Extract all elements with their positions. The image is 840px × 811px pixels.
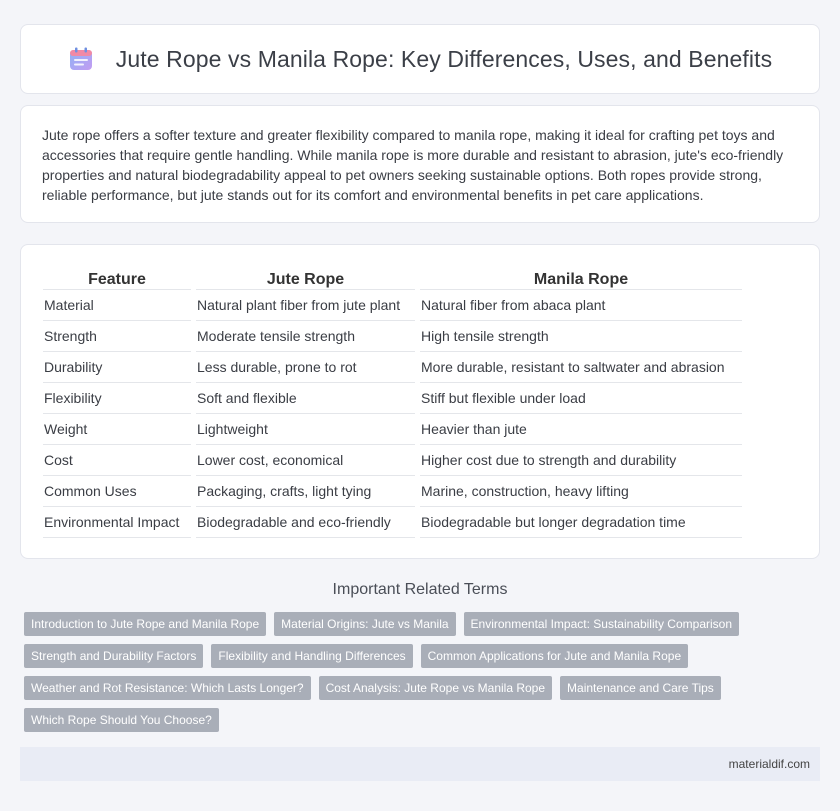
table-row <box>43 445 742 476</box>
related-term-tag[interactable]: Maintenance and Care Tips <box>560 676 721 700</box>
table-cell: More durable, resistant to saltwater and abrasion <box>420 352 742 383</box>
table-cell: Natural fiber from abaca plant <box>420 290 742 321</box>
table-cell: Soft and flexible <box>196 383 415 414</box>
table-cell: Biodegradable and eco-friendly <box>196 507 415 538</box>
related-term-tag[interactable]: Common Applications for Jute and Manila Rope <box>421 644 688 668</box>
comparison-table-card <box>20 244 820 559</box>
table-cell: Environmental Impact <box>43 507 191 538</box>
table-cell: Lightweight <box>196 414 415 445</box>
related-terms-title: Important Related Terms <box>332 581 508 598</box>
footer <box>20 747 820 781</box>
related-term-tag[interactable]: Environmental Impact: Sustainability Comparison <box>464 612 739 636</box>
header-feature: Feature <box>43 268 191 290</box>
related-term-tag[interactable]: Strength and Durability Factors <box>24 644 203 668</box>
table-row <box>43 352 742 383</box>
table-row <box>43 414 742 445</box>
intro-paragraph: Jute rope offers a softer texture and greater flexibility compared to manila rope, making it ideal for crafting pet toys and accessories that require gentle handling. While manila rope is more durable and resistant to abrasion, jute's eco-friendly properties and natural biodegradability appeal to pet owners seeking sustainable options. Both ropes provide strong, reliable performance, but jute stands out for its comfort and environmental benefits in pet care applications. <box>42 127 784 203</box>
table-row <box>43 476 742 507</box>
intro-card <box>20 105 820 223</box>
page-title: Jute Rope vs Manila Rope: Key Differences, Uses, and Benefits <box>115 45 773 72</box>
table-cell: Stiff but flexible under load <box>420 383 742 414</box>
table-cell: Heavier than jute <box>420 414 742 445</box>
related-term-tag[interactable]: Cost Analysis: Jute Rope vs Manila Rope <box>319 676 552 700</box>
table-cell: Higher cost due to strength and durability <box>420 445 742 476</box>
table-cell: Flexibility <box>43 383 191 414</box>
related-term-tag[interactable]: Material Origins: Jute vs Manila <box>274 612 455 636</box>
table-row <box>43 290 742 321</box>
table-cell: Biodegradable but longer degradation time <box>420 507 742 538</box>
comparison-table <box>38 268 747 538</box>
table-cell: Weight <box>43 414 191 445</box>
footer-site-name: materialdif.com <box>728 757 810 771</box>
table-cell: Moderate tensile strength <box>196 321 415 352</box>
header-card <box>20 24 820 94</box>
related-terms-tags <box>24 612 804 740</box>
table-cell: Durability <box>43 352 191 383</box>
table-row <box>43 507 742 538</box>
table-header-row <box>43 268 742 290</box>
calendar-icon <box>68 46 94 72</box>
table-cell: Material <box>43 290 191 321</box>
table-cell: Cost <box>43 445 191 476</box>
header-jute-rope: Jute Rope <box>196 268 415 290</box>
table-cell: Packaging, crafts, light tying <box>196 476 415 507</box>
related-term-tag[interactable]: Weather and Rot Resistance: Which Lasts Longer? <box>24 676 311 700</box>
table-cell: Common Uses <box>43 476 191 507</box>
related-term-tag[interactable]: Flexibility and Handling Differences <box>211 644 412 668</box>
table-row <box>43 383 742 414</box>
table-cell: Lower cost, economical <box>196 445 415 476</box>
related-term-tag[interactable]: Introduction to Jute Rope and Manila Rope <box>24 612 266 636</box>
table-row <box>43 321 742 352</box>
header-manila-rope: Manila Rope <box>420 268 742 290</box>
table-cell: Natural plant fiber from jute plant <box>196 290 415 321</box>
table-cell: Less durable, prone to rot <box>196 352 415 383</box>
table-cell: Strength <box>43 321 191 352</box>
table-cell: Marine, construction, heavy lifting <box>420 476 742 507</box>
related-term-tag[interactable]: Which Rope Should You Choose? <box>24 708 219 732</box>
table-cell: High tensile strength <box>420 321 742 352</box>
